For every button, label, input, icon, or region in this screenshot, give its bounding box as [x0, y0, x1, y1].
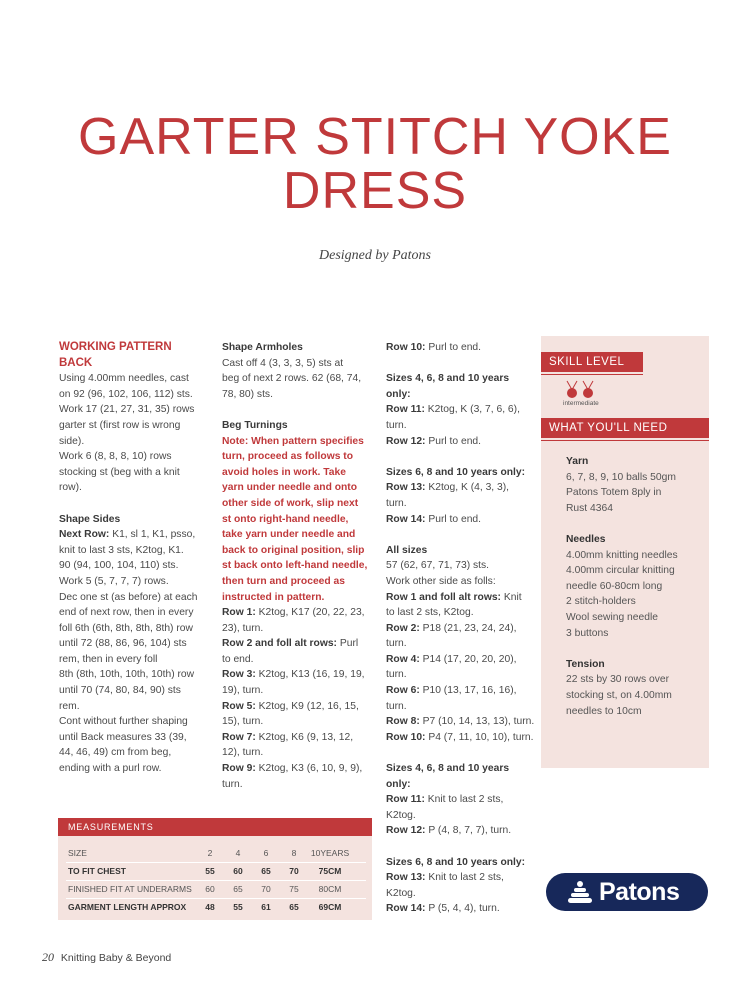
text-line: 90 (94, 100, 104, 110) sts. — [59, 560, 179, 572]
text-line: beg of next 2 rows. 62 (68, 74, — [222, 373, 362, 385]
row-label: Row 13: — [386, 872, 426, 884]
row-instruction — [386, 901, 536, 917]
row-label: Row 9: — [222, 763, 256, 775]
row-instruction-cont: turn. — [386, 669, 407, 681]
size-heading — [386, 761, 536, 792]
row-instruction — [386, 590, 536, 621]
section-heading: BACK — [59, 356, 93, 369]
row-text: Knit to last 2 sts, — [425, 872, 504, 884]
text-line: Cast off 4 (3, 3, 3, 5) sts at — [222, 357, 344, 369]
tension-heading: Tension — [566, 658, 605, 670]
row-instruction — [386, 480, 536, 511]
row-label: Row 10: — [386, 731, 426, 743]
text-line: garter st (first row is wrong — [59, 419, 181, 431]
text-line: stocking st (beg with a knit — [59, 466, 180, 478]
row-instruction — [222, 667, 372, 698]
table-cell: 69CM — [318, 902, 342, 912]
row-text: 12), turn. — [222, 747, 264, 759]
row-text: 23), turn. — [222, 622, 264, 634]
row-text: P4 (7, 11, 10, 10), turn. — [425, 731, 534, 743]
publication-title: Knitting Baby & Beyond — [60, 952, 172, 964]
row-instruction: Row 4: P14 (17, 20, 20, 20), — [386, 653, 517, 665]
section-heading: WORKING PATTERN — [59, 341, 172, 353]
text-line: rem, then in every foll — [59, 653, 158, 665]
row-text: Purl to end. — [425, 435, 482, 447]
text-line: st back onto left-hand needle, — [222, 560, 368, 572]
table-row — [58, 898, 372, 916]
row-text: Purl — [337, 638, 359, 650]
row-label: FINISHED FIT AT UNDERARMS — [68, 884, 192, 894]
row-instruction — [386, 434, 536, 450]
row-label: Row 11: — [386, 404, 425, 416]
text-line: on 92 (96, 102, 106, 112) sts. — [59, 388, 193, 400]
text-line: end of next row, then in every — [59, 607, 194, 619]
row-text: P (4, 8, 7, 7), turn. — [425, 825, 512, 837]
patons-logo — [546, 873, 708, 911]
row-instruction: Row 6: P10 (13, 17, 16, 16), — [386, 685, 517, 697]
row-label: Row 11: — [386, 794, 425, 806]
text-line: Rust 4364 — [566, 502, 613, 514]
yarn-heading: Yarn — [566, 456, 589, 467]
row-label: TO FIT CHEST — [68, 866, 126, 876]
row-text: K2tog, K (4, 3, 3), — [425, 482, 510, 494]
row-instruction — [222, 636, 372, 667]
needles-heading: Needles — [566, 533, 606, 545]
row-text: Purl to end. — [425, 342, 482, 353]
text-line: side). — [59, 435, 85, 447]
text-line: avoid holes in work. Take — [222, 466, 346, 478]
measurements-table — [58, 818, 372, 920]
row-instruction — [222, 761, 372, 792]
measurements-header: MEASUREMENTS — [58, 818, 372, 836]
table-row — [58, 862, 372, 880]
row-label: Row 12: — [386, 825, 426, 837]
text-line: until 72 (88, 86, 96, 104) sts — [59, 638, 187, 650]
text-line: 3 buttons — [566, 627, 609, 639]
text-line: Patons Totem 8ply in — [566, 487, 662, 499]
text-line: needles to 10cm — [566, 705, 642, 717]
row-instruction — [386, 512, 536, 528]
table-cell: 75 — [289, 884, 299, 894]
row-text: K2tog, K9 (12, 16, 15, — [255, 700, 359, 712]
row-instruction — [222, 730, 372, 761]
row-label: Row 14: — [386, 513, 426, 525]
size-heading: Sizes 6, 8 and 10 years only: — [386, 856, 526, 868]
row-label: Row 8: — [386, 716, 420, 728]
row-instruction — [386, 792, 536, 823]
row-label: Row 5: — [222, 700, 256, 712]
tension-details — [566, 672, 706, 719]
text-line: 4.00mm circular knitting — [566, 565, 675, 577]
row-label: GARMENT LENGTH APPROX — [68, 902, 187, 912]
requirements-list — [566, 454, 706, 719]
row-text: K2tog. — [386, 809, 416, 821]
row-instruction-cont: turn. — [386, 638, 407, 650]
table-cell: 70 — [289, 866, 299, 876]
table-cell: 55 — [233, 902, 243, 912]
table-row — [58, 844, 372, 862]
table-cell: 60 — [205, 884, 215, 894]
text-line: until Back measures 33 (39, — [59, 731, 187, 743]
row-text: turn. — [386, 419, 407, 431]
size-heading: Sizes 6, 8 and 10 years only: — [386, 466, 526, 478]
text-line: only: — [386, 778, 411, 790]
all-sizes-text — [386, 558, 536, 589]
row-text: P7 (10, 14, 13, 13), turn. — [419, 716, 535, 728]
column-armholes — [222, 340, 372, 792]
row-text: K2tog. — [386, 887, 416, 899]
text-line: row). — [59, 482, 82, 494]
text-line: Dec one st (as before) at each — [59, 591, 198, 603]
subheading: Shape Sides — [59, 513, 121, 525]
yarn-details — [566, 470, 706, 517]
row-text: K2tog, K3 (6, 10, 9, 9), — [255, 763, 363, 775]
row-label: Row 3: — [222, 669, 256, 681]
table-cell: 70 — [261, 884, 271, 894]
row-text: 15), turn. — [222, 716, 264, 728]
text-line: instructed in pattern. — [222, 591, 325, 603]
logo-text: Patons — [599, 878, 680, 906]
row-text: to last 2 sts, K2tog. — [386, 607, 474, 619]
row-text: to end. — [222, 653, 254, 665]
size-heading: All sizes — [386, 544, 428, 556]
text-line: 78, 80) sts. — [222, 388, 273, 400]
row-instruction: Row 2: P18 (21, 23, 24, 24), — [386, 622, 517, 634]
text-line: needle 60-80cm long — [566, 580, 663, 592]
row-text: turn. — [386, 497, 407, 509]
text-line: 22 sts by 30 rows over — [566, 674, 670, 686]
size-heading — [386, 371, 536, 402]
table-cell: 75CM — [318, 866, 342, 876]
text-line: yarn under needle and onto — [222, 482, 358, 494]
pattern-title — [0, 110, 750, 218]
row-text: 19), turn. — [222, 685, 264, 697]
table-cell: 10YEARS — [310, 848, 350, 858]
row-text: K2tog, K6 (9, 13, 12, — [255, 731, 354, 743]
row-text: Knit — [501, 591, 522, 603]
table-cell: 55 — [205, 866, 215, 876]
yarn-stack-icon — [568, 880, 592, 904]
row-label: Row 14: — [386, 903, 426, 915]
yarn-balls-icon — [563, 379, 599, 399]
row-text: K2tog, K13 (16, 19, 19, — [255, 669, 365, 681]
row-text: K2tog, K (3, 7, 6, 6), — [424, 404, 520, 416]
subheading: Shape Armholes — [222, 342, 303, 353]
text-line: knit to last 3 sts, K2tog, K1. — [59, 544, 184, 556]
text-line: turn, proceed as follows to — [222, 451, 354, 463]
text-line: 44, 46, 49) cm from beg, — [59, 747, 172, 759]
needles-details — [566, 548, 706, 642]
turnings-note — [222, 434, 372, 606]
text-line: Cont without further shaping — [59, 716, 188, 728]
text-line: rem. — [59, 700, 80, 712]
text-line: 6, 7, 8, 9, 10 balls 50gm — [566, 471, 676, 483]
page-number: 20 — [42, 950, 54, 964]
text-line: Work 6 (8, 8, 8, 10) rows — [59, 451, 172, 463]
table-cell: 80CM — [318, 884, 342, 894]
text-line: foll 6th (6th, 8th, 8th, 8th) row — [59, 622, 193, 634]
text-line: 4.00mm knitting needles — [566, 549, 678, 561]
text-line: then turn and proceed as — [222, 575, 346, 587]
row-instruction-cont: turn. — [386, 700, 407, 712]
text-line: Using 4.00mm needles, cast — [59, 373, 189, 385]
table-cell: 61 — [261, 902, 271, 912]
text-line: other side of work, slip next — [222, 497, 359, 509]
row-label: Row 7: — [222, 731, 256, 743]
skill-level-tag: SKILL LEVEL — [541, 352, 643, 372]
text-line: Sizes 4, 6, 8 and 10 years — [386, 373, 510, 385]
title-line-1: GARTER STITCH YOKE — [78, 108, 672, 166]
text-line: take yarn under needle and — [222, 529, 356, 541]
skill-level-label: intermediate — [563, 400, 599, 407]
row-instruction — [222, 605, 372, 636]
table-cell: 6 — [263, 848, 269, 858]
table-cell: 2 — [207, 848, 213, 858]
table-cell: 4 — [235, 848, 241, 858]
table-cell: 65 — [289, 902, 299, 912]
text-line: 8th (8th, 10th, 10th, 10th) row — [59, 669, 195, 681]
row-text: Knit to last 2 sts, — [424, 794, 504, 806]
back-instructions — [59, 371, 211, 496]
column-rows — [386, 340, 536, 917]
row-label: Row 1: — [222, 607, 256, 619]
table-cell: 65 — [261, 866, 271, 876]
text-line: Wool sewing needle — [566, 611, 658, 623]
row-label: SIZE — [68, 848, 87, 858]
instruction-line: Next Row: K1, sl 1, K1, psso, — [59, 529, 196, 541]
page-footer — [42, 950, 171, 965]
row-label: Row 13: — [386, 482, 426, 494]
row-instruction — [386, 340, 536, 356]
row-text: K2tog, K17 (20, 22, 23, — [255, 607, 365, 619]
text-line: Work 5 (5, 7, 7, 7) rows. — [59, 575, 169, 587]
text-line: until 70 (74, 80, 84, 90) sts — [59, 685, 181, 697]
text-line: ending with a purl row. — [59, 763, 162, 775]
table-cell: 8 — [291, 848, 297, 858]
text-line: Work 17 (21, 27, 31, 35) rows — [59, 404, 195, 416]
row-text: turn. — [222, 778, 243, 790]
table-cell: 48 — [205, 902, 215, 912]
text-line: 2 stitch-holders — [566, 596, 636, 608]
row-instruction — [222, 699, 372, 730]
row-instruction — [386, 402, 536, 433]
text-line: back to original position, slip — [222, 544, 365, 556]
row-text: Purl to end. — [425, 513, 482, 525]
title-line-2: DRESS — [282, 162, 468, 220]
text-line: 57 (62, 67, 71, 73) sts. — [386, 560, 490, 572]
row-text: P (5, 4, 4), turn. — [425, 903, 500, 915]
row-instruction — [386, 823, 536, 839]
table-cell: 60 — [233, 866, 243, 876]
requirements-sidebar — [541, 336, 709, 768]
table-row — [58, 880, 372, 898]
text-line: Work other side as folls: — [386, 575, 496, 587]
text-line: only: — [386, 388, 411, 400]
row-instruction — [386, 714, 536, 730]
requirements-tag: WHAT YOU'LL NEED — [541, 418, 709, 438]
text-line: st onto right-hand needle, — [222, 513, 349, 525]
text-line: Sizes 4, 6, 8 and 10 years — [386, 763, 510, 775]
text-line: Note: When pattern specifies — [222, 435, 364, 447]
designer-credit: Designed by Patons — [319, 248, 431, 263]
row-label: Row 12: — [386, 435, 426, 447]
column-back — [59, 340, 211, 777]
row-instruction — [386, 730, 536, 746]
row-label: Row 2 and foll alt rows: — [222, 638, 337, 650]
row-instruction — [386, 870, 536, 901]
subheading: Beg Turnings — [222, 419, 288, 431]
row-label: Row 1 and foll alt rows: — [386, 591, 501, 603]
row-label: Row 10: — [386, 342, 426, 353]
table-cell: 65 — [233, 884, 243, 894]
armholes-instructions — [222, 356, 372, 403]
sides-instructions — [59, 543, 211, 777]
text-line: stocking st, on 4.00mm — [566, 689, 672, 701]
